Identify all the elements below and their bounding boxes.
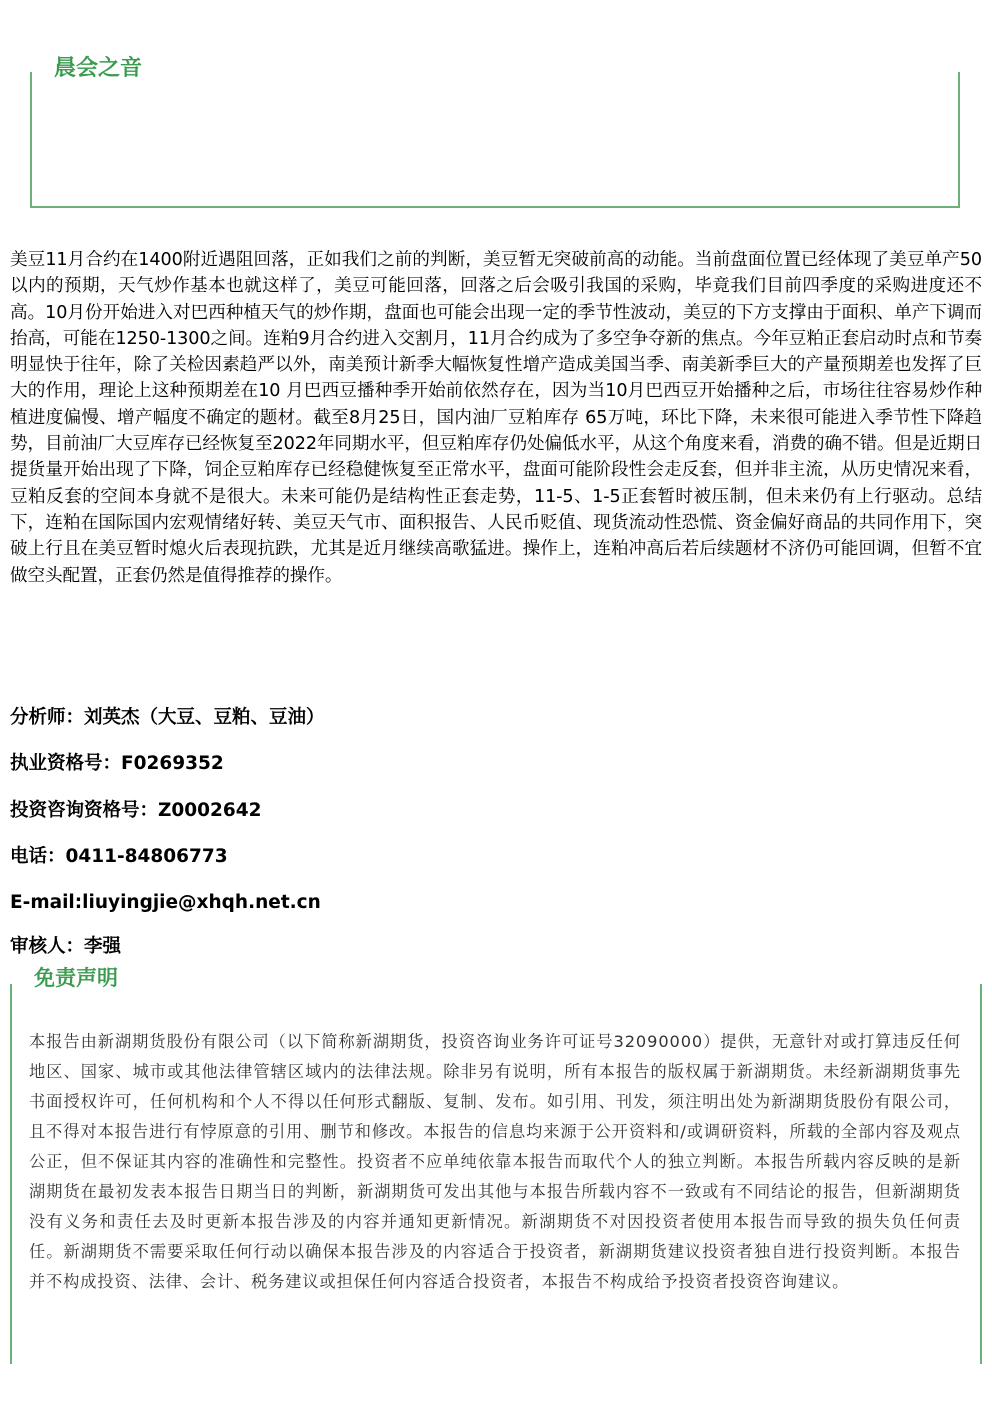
analyst-consult-license: 投资咨询资格号：Z0002642 xyxy=(10,800,262,821)
disclaimer-text: 本报告由新湖期货股份有限公司（以下简称新湖期货，投资咨询业务许可证号32090000）提供，无意针对或打算违反任何地区、国家、城市或其他法律管辖区域内的法律法规。除非另有说明，所有本报告的版权属于新湖期货。未经新湖期货事先书面授权许可，任何机构和个人不得以任何形式翻版、复制、发布。如引用、刊发，须注明出处为新湖期货股份有限公司，且不得对本报告进行有悖原意的引用、删节和修改。本报告的信息均来源于公开资料和/或调研资料，所载的全部内容及观点公正，但不保证其内容的准确性和完整性。投资者不应单纯依靠本报告而取代个人的独立判断。本报告所载内容反映的是新湖期货在最初发表本报告日期当日的判断，新湖期货可发出其他与本报告所载内容不一致或有不同结论的报告，但新湖期货没有义务和责任去及时更新本报告涉及的内容并通知更新情况。新湖期货不对因投资者使用本报告而导致的损失负任何责任。新湖期货不需要采取任何行动以确保本报告涉及的内容适合于投资者，新湖期货建议投资者独自进行投资判断。本报告并不构成投资、法律、会计、税务建议或担保任何内容适合投资者，本报告不构成给予投资者投资咨询建议。 xyxy=(29,1032,961,1291)
analyst-name: 分析师：刘英杰（大豆、豆粕、豆油） xyxy=(10,707,325,728)
analyst-phone: 电话：0411-84806773 xyxy=(10,846,228,867)
reviewer: 审核人：李强 xyxy=(10,936,122,957)
main-paragraph: 美豆11月合约在1400附近遇阻回落，正如我们之前的判断，美豆暂无突破前高的动能。当前盘面位置已经体现了美豆单产50以内的预期，天气炒作基本也就这样了，美豆可能回落，回落之后会吸引我国的采购，毕竟我们目前四季度的采购进度还不高。10月份开始进入对巴西种植天气的炒作期，盘面也可能会出现一定的季节性波动，美豆的下方支撑由于面积、单产下调而抬高，可能在1250-1300之间。连粕9月合约进入交割月，11月合约成为了多空争夺新的焦点。今年豆粕正套启动时点和节奏明显快于往年，除了关检因素趋严以外，南美预计新季大幅恢复性增产造成美国当季、南美新季巨大的产量预期差也发挥了巨大的作用，理论上这种预期差在10 月巴西豆播种季开始前依然存在，因为当10月巴西豆开始播种之后，市场往往容易炒作种植进度偏慢、增产幅度不确定的题材。截至8月25日，国内油厂豆粕库存 65万吨，环比下降，未来很可能进入季节性下降趋势，目前油厂大豆库存已经恢复至2022年同期水平，但豆粕库存仍处偏低水平，从这个角度来看，消费的确不错。但是近期日提货量开始出现了下降，饲企豆粕库存已经稳健恢复至正常水平，盘面可能阶段性会走反套，但并非主流，从历史情况来看，豆粕反套的空间本身就不是很大。未来可能仍是结构性正套走势，11-5、1-5正套暂时被压制，但未来仍有上行驱动。总结下，连粕在国际国内宏观情绪好转、美豆天气市、面积报告、人民币贬值、现货流动性恐慌、资金偏好商品的共同作用下，突破上行且在美豆暂时熄火后表现抗跌，尤其是近月继续高歌猛进。操作上，连粕冲高后若后续题材不济仍可能回调，但暂不宜做空头配置，正套仍然是值得推荐的操作。 xyxy=(10,250,982,586)
analyst-email: E-mail:liuyingjie@xhqh.net.cn xyxy=(10,892,321,913)
disclaimer-title: 免责声明 xyxy=(30,964,122,992)
morning-section-title: 晨会之音 xyxy=(50,55,146,83)
analyst-license: 执业资格号：F0269352 xyxy=(10,753,224,774)
morning-section-box xyxy=(30,72,960,208)
